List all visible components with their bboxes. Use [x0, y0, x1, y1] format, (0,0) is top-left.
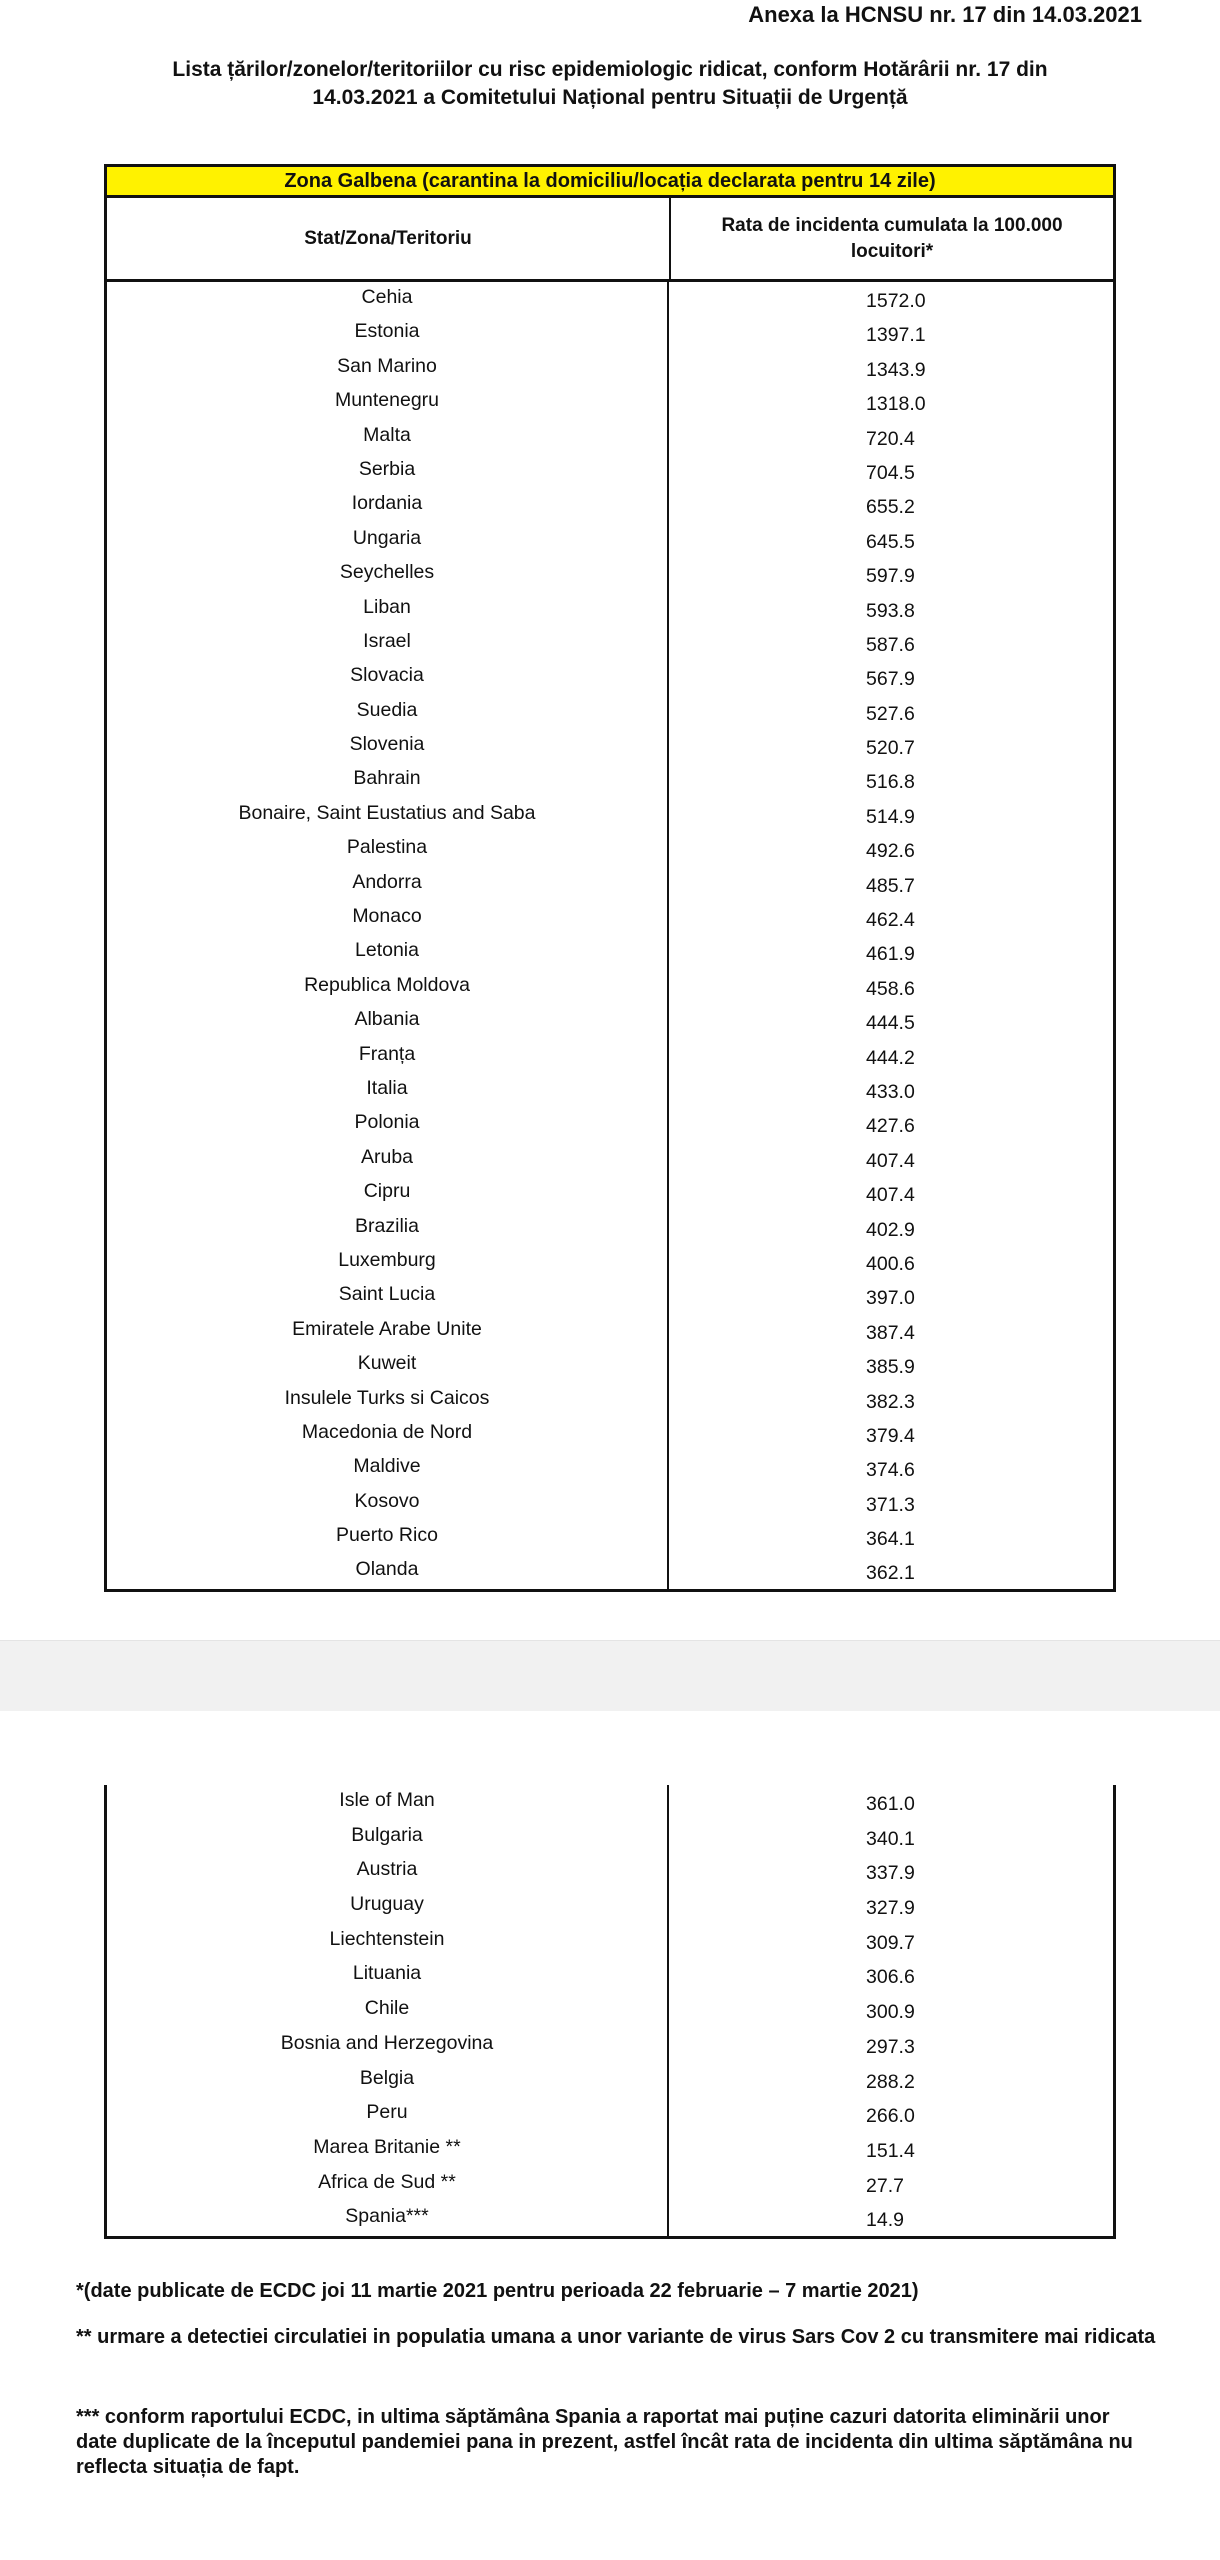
- table-row: [107, 763, 1113, 797]
- table-row: [107, 935, 1113, 969]
- incidence-value: 1397.1: [866, 324, 926, 347]
- table-row: [107, 798, 1113, 832]
- country-name: Seychelles: [107, 557, 669, 591]
- table-row: [107, 1073, 1113, 1107]
- table-row: [107, 420, 1113, 454]
- table-row: [107, 2201, 1113, 2236]
- incidence-value: 371.3: [866, 1493, 915, 1516]
- table-row: [107, 1554, 1113, 1588]
- table-row: [107, 1107, 1113, 1141]
- country-name: Bosnia and Herzegovina: [107, 2028, 669, 2063]
- country-name: Franța: [107, 1039, 669, 1073]
- table-row: [107, 488, 1113, 522]
- table-row: [107, 592, 1113, 626]
- table-column-headers: [104, 198, 1116, 282]
- column-header-country: Stat/Zona/Teritoriu: [107, 198, 671, 279]
- incidence-value: 306.6: [866, 1966, 915, 1989]
- incidence-value: 402.9: [866, 1218, 915, 1241]
- incidence-value: 387.4: [866, 1321, 915, 1344]
- incidence-value: 704.5: [866, 461, 915, 484]
- country-name: Africa de Sud **: [107, 2167, 669, 2202]
- country-name: Slovacia: [107, 660, 669, 694]
- country-name: Iordania: [107, 488, 669, 522]
- country-name: Albania: [107, 1004, 669, 1038]
- zone-header-yellow: Zona Galbena (carantina la domiciliu/locația declarata pentru 14 zile): [104, 164, 1116, 198]
- footnote-2: ** urmare a detectiei circulatiei in populatia umana a unor variante de virus Sars Cov 2 cu transmitere mai ridicata: [76, 2326, 1156, 2348]
- incidence-value: 340.1: [866, 1827, 915, 1850]
- country-name: Bahrain: [107, 763, 669, 797]
- annex-reference: Anexa la HCNSU nr. 17 din 14.03.2021: [748, 2, 1142, 27]
- country-name: Belgia: [107, 2063, 669, 2098]
- country-name: Liechtenstein: [107, 1924, 669, 1959]
- table-row: [107, 1245, 1113, 1279]
- incidence-value: 379.4: [866, 1424, 915, 1447]
- country-name: Ungaria: [107, 523, 669, 557]
- incidence-value: 527.6: [866, 702, 915, 725]
- country-name: Chile: [107, 1993, 669, 2028]
- table-row: [107, 1417, 1113, 1451]
- incidence-value: 14.9: [866, 2209, 904, 2232]
- table-row: [107, 2028, 1113, 2063]
- table-row: [107, 1993, 1113, 2028]
- country-name: Polonia: [107, 1107, 669, 1141]
- table-row: [107, 1785, 1113, 1820]
- incidence-value: 516.8: [866, 771, 915, 794]
- table-row: [107, 351, 1113, 385]
- table-row: [107, 1348, 1113, 1382]
- country-name: Uruguay: [107, 1889, 669, 1924]
- country-name: Insulele Turks si Caicos: [107, 1383, 669, 1417]
- country-name: Bulgaria: [107, 1820, 669, 1855]
- table-row: [107, 867, 1113, 901]
- incidence-value: 433.0: [866, 1080, 915, 1103]
- table-row: [107, 1820, 1113, 1855]
- country-name: Brazilia: [107, 1211, 669, 1245]
- incidence-value: 462.4: [866, 909, 915, 932]
- country-name: Israel: [107, 626, 669, 660]
- country-name: San Marino: [107, 351, 669, 385]
- table-row: [107, 832, 1113, 866]
- country-name: Emiratele Arabe Unite: [107, 1314, 669, 1348]
- footnote-3: *** conform raportului ECDC, in ultima săptămâna Spania a raportat mai puține cazuri datorita eliminării unor date duplicate de la începutul pandemiei pana in prezent, astfel încât rata de incidenta din ultima săptămâna nu reflecta situația de fapt.: [76, 2406, 1133, 2478]
- incidence-value: 361.0: [866, 1793, 915, 1815]
- incidence-value: 458.6: [866, 977, 915, 1000]
- table-row: [107, 729, 1113, 763]
- column-header-incidence: Rata de incidenta cumulata la 100.000 locuitori*: [721, 214, 1063, 262]
- country-name: Maldive: [107, 1451, 669, 1485]
- table-row: [107, 1520, 1113, 1554]
- document-title: [60, 56, 1160, 112]
- table-row: [107, 282, 1113, 316]
- table-row: [107, 2132, 1113, 2167]
- table-row: [107, 1486, 1113, 1520]
- incidence-value: 407.4: [866, 1184, 915, 1207]
- table-row: [107, 626, 1113, 660]
- incidence-value: 514.9: [866, 805, 915, 828]
- country-name: Muntenegru: [107, 385, 669, 419]
- table-row: [107, 1854, 1113, 1889]
- incidence-value: 593.8: [866, 599, 915, 622]
- country-name: Suedia: [107, 695, 669, 729]
- country-name: Puerto Rico: [107, 1520, 669, 1554]
- title-line-1: Lista țărilor/zonelor/teritoriilor cu risc epidemiologic ridicat, conform Hotărârii nr. 17 din: [172, 58, 1048, 81]
- incidence-value: 382.3: [866, 1390, 915, 1413]
- table-body-bottom: [104, 1785, 1116, 2239]
- country-name: Cehia: [107, 282, 669, 316]
- table-row: [107, 1958, 1113, 1993]
- table-row: [107, 660, 1113, 694]
- table-row: [107, 1383, 1113, 1417]
- country-name: Estonia: [107, 316, 669, 350]
- table-row: [107, 1924, 1113, 1959]
- country-name: Marea Britanie **: [107, 2132, 669, 2167]
- table-row: [107, 557, 1113, 591]
- table-row: [107, 523, 1113, 557]
- title-line-2: 14.03.2021 a Comitetului Național pentru Situații de Urgență: [312, 86, 908, 109]
- country-name: Malta: [107, 420, 669, 454]
- risk-table-page-2: [104, 1785, 1116, 2239]
- table-row: [107, 1279, 1113, 1313]
- incidence-value: 362.1: [866, 1562, 915, 1585]
- incidence-value: 337.9: [866, 1862, 915, 1885]
- incidence-value: 151.4: [866, 2139, 915, 2162]
- table-row: [107, 1314, 1113, 1348]
- incidence-value: 27.7: [866, 2174, 904, 2197]
- table-row: [107, 1039, 1113, 1073]
- incidence-value: 297.3: [866, 2035, 915, 2058]
- risk-table-page-1: [104, 164, 1116, 1592]
- incidence-value: 492.6: [866, 840, 915, 863]
- country-name: Spania***: [107, 2201, 669, 2236]
- incidence-value: 720.4: [866, 427, 915, 450]
- country-name: Serbia: [107, 454, 669, 488]
- incidence-value: 444.2: [866, 1046, 915, 1069]
- table-body-top: [104, 282, 1116, 1592]
- country-name: Olanda: [107, 1554, 669, 1588]
- table-row: [107, 2063, 1113, 2098]
- incidence-value: 427.6: [866, 1115, 915, 1138]
- table-row: [107, 1176, 1113, 1210]
- country-name: Macedonia de Nord: [107, 1417, 669, 1451]
- incidence-value: 300.9: [866, 2001, 915, 2024]
- incidence-value: 587.6: [866, 633, 915, 656]
- table-row: [107, 2167, 1113, 2202]
- table-row: [107, 385, 1113, 419]
- country-name: Austria: [107, 1854, 669, 1889]
- country-name: Cipru: [107, 1176, 669, 1210]
- incidence-value: 385.9: [866, 1356, 915, 1379]
- country-name: Monaco: [107, 901, 669, 935]
- incidence-value: 327.9: [866, 1897, 915, 1920]
- country-name: Peru: [107, 2097, 669, 2132]
- incidence-value: 655.2: [866, 496, 915, 519]
- country-name: Saint Lucia: [107, 1279, 669, 1313]
- incidence-value: 1343.9: [866, 358, 926, 381]
- table-row: [107, 454, 1113, 488]
- country-name: Lituania: [107, 1958, 669, 1993]
- country-name: Isle of Man: [107, 1785, 669, 1820]
- incidence-value: 520.7: [866, 737, 915, 760]
- incidence-value: 1318.0: [866, 393, 926, 416]
- table-row: [107, 695, 1113, 729]
- table-row: [107, 316, 1113, 350]
- incidence-value: 266.0: [866, 2105, 915, 2128]
- table-row: [107, 1211, 1113, 1245]
- country-name: Palestina: [107, 832, 669, 866]
- footnote-1: *(date publicate de ECDC joi 11 martie 2021 pentru perioada 22 februarie – 7 martie 2021): [76, 2280, 919, 2302]
- table-row: [107, 901, 1113, 935]
- incidence-value: 288.2: [866, 2070, 915, 2093]
- incidence-value: 1572.0: [866, 290, 926, 312]
- table-row: [107, 1004, 1113, 1038]
- table-row: [107, 970, 1113, 1004]
- incidence-value: 364.1: [866, 1528, 915, 1551]
- country-name: Bonaire, Saint Eustatius and Saba: [107, 798, 669, 832]
- incidence-value: 461.9: [866, 943, 915, 966]
- incidence-value: 400.6: [866, 1252, 915, 1275]
- incidence-value: 309.7: [866, 1931, 915, 1954]
- incidence-value: 485.7: [866, 874, 915, 897]
- incidence-value: 645.5: [866, 530, 915, 553]
- country-name: Slovenia: [107, 729, 669, 763]
- country-name: Aruba: [107, 1142, 669, 1176]
- incidence-value: 444.5: [866, 1012, 915, 1035]
- incidence-value: 374.6: [866, 1459, 915, 1482]
- country-name: Italia: [107, 1073, 669, 1107]
- incidence-value: 407.4: [866, 1149, 915, 1172]
- page-break-divider: [0, 1640, 1220, 1711]
- country-name: Luxemburg: [107, 1245, 669, 1279]
- country-name: Republica Moldova: [107, 970, 669, 1004]
- country-name: Kosovo: [107, 1486, 669, 1520]
- country-name: Andorra: [107, 867, 669, 901]
- table-row: [107, 1451, 1113, 1485]
- incidence-value: 567.9: [866, 668, 915, 691]
- incidence-value: 397.0: [866, 1287, 915, 1310]
- country-name: Kuweit: [107, 1348, 669, 1382]
- table-row: [107, 1889, 1113, 1924]
- table-row: [107, 1142, 1113, 1176]
- incidence-value: 597.9: [866, 565, 915, 588]
- country-name: Liban: [107, 592, 669, 626]
- country-name: Letonia: [107, 935, 669, 969]
- table-row: [107, 2097, 1113, 2132]
